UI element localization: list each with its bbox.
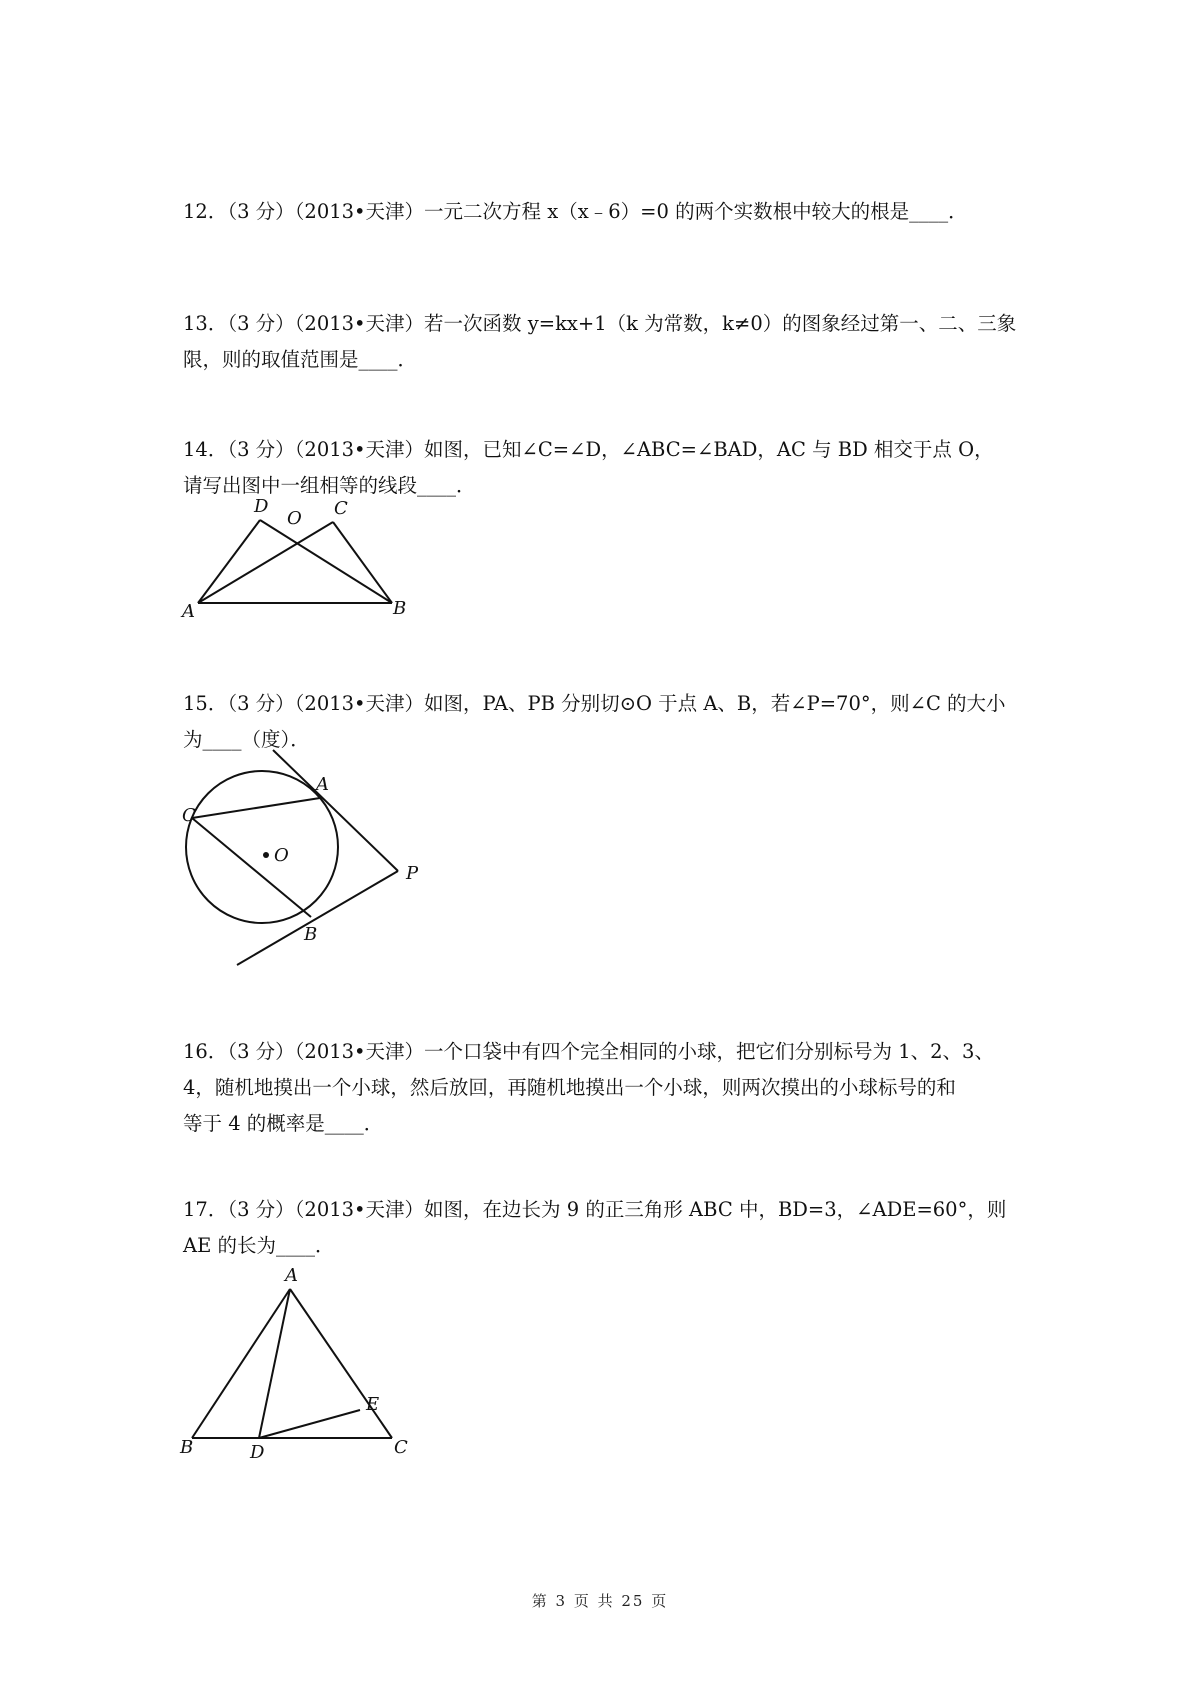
question-17: [183, 1192, 1033, 1264]
figure-q14-label-o: O: [287, 508, 302, 529]
question-15-line-1: 15．（3 分）（2013•天津）如图，PA、PB 分别切⊙O 于点 A、B，若∠P=70°，则∠C 的大小: [183, 692, 1006, 715]
question-15-line-2: 为____（度）．: [183, 728, 310, 751]
figure-q14-label-b: B: [393, 598, 407, 619]
question-12: [183, 194, 1033, 230]
figure-q17-triangle: [170, 1255, 410, 1465]
figure-q17-label-a: A: [285, 1265, 298, 1286]
question-13-line-2: 限，则的取值范围是____．: [183, 348, 418, 371]
page-footer: 第 3 页 共 25 页: [531, 1592, 669, 1610]
figure-q14-label-d: D: [254, 496, 269, 517]
question-17-line-1: 17．（3 分）（2013•天津）如图，在边长为 9 的正三角形 ABC 中，BD=3，∠ADE=60°，则: [183, 1198, 1007, 1221]
question-17-line-2: AE 的长为____．: [183, 1234, 335, 1257]
figure-q15-circle-tangents: [170, 745, 440, 975]
figure-q15-label-o: O: [274, 845, 289, 866]
question-13-line-1: 13．（3 分）（2013•天津）若一次函数 y=kx+1（k 为常数，k≠0）的图象经过第一、二、三象: [183, 312, 1017, 335]
question-16-line-2: 4，随机地摸出一个小球，然后放回，再随机地摸出一个小球，则两次摸出的小球标号的和: [183, 1076, 956, 1099]
question-14-line-1: 14．（3 分）（2013•天津）如图，已知∠C=∠D，∠ABC=∠BAD，AC 与 BD 相交于点 O，: [183, 438, 994, 461]
figure-q17-label-e: E: [366, 1394, 380, 1415]
question-13: [183, 306, 1033, 378]
figure-q17-label-c: C: [394, 1437, 408, 1458]
figure-q14-label-a: A: [182, 601, 195, 622]
figure-q15-center-point: [263, 852, 269, 858]
figure-q17-label-d: D: [250, 1442, 265, 1463]
question-16-line-1: 16．（3 分）（2013•天津）一个口袋中有四个完全相同的小球，把它们分别标号为 1、2、3、: [183, 1040, 994, 1063]
figure-q15-label-a: A: [316, 774, 329, 795]
figure-q15-label-b: B: [304, 924, 318, 945]
question-14-line-2: 请写出图中一组相等的线段____．: [183, 474, 476, 497]
question-12-line-1: 12．（3 分）（2013•天津）一元二次方程 x（x﹣6）=0 的两个实数根中较大的根是____．: [183, 200, 968, 223]
figure-q14-quadrilateral: [170, 490, 430, 625]
question-16: [183, 1034, 1033, 1142]
figure-q15-label-p: P: [406, 863, 419, 884]
figure-q15-label-c: C: [182, 805, 196, 826]
question-16-line-3: 等于 4 的概率是____．: [183, 1112, 384, 1135]
figure-q14-label-c: C: [334, 498, 348, 519]
figure-q17-label-b: B: [180, 1437, 194, 1458]
